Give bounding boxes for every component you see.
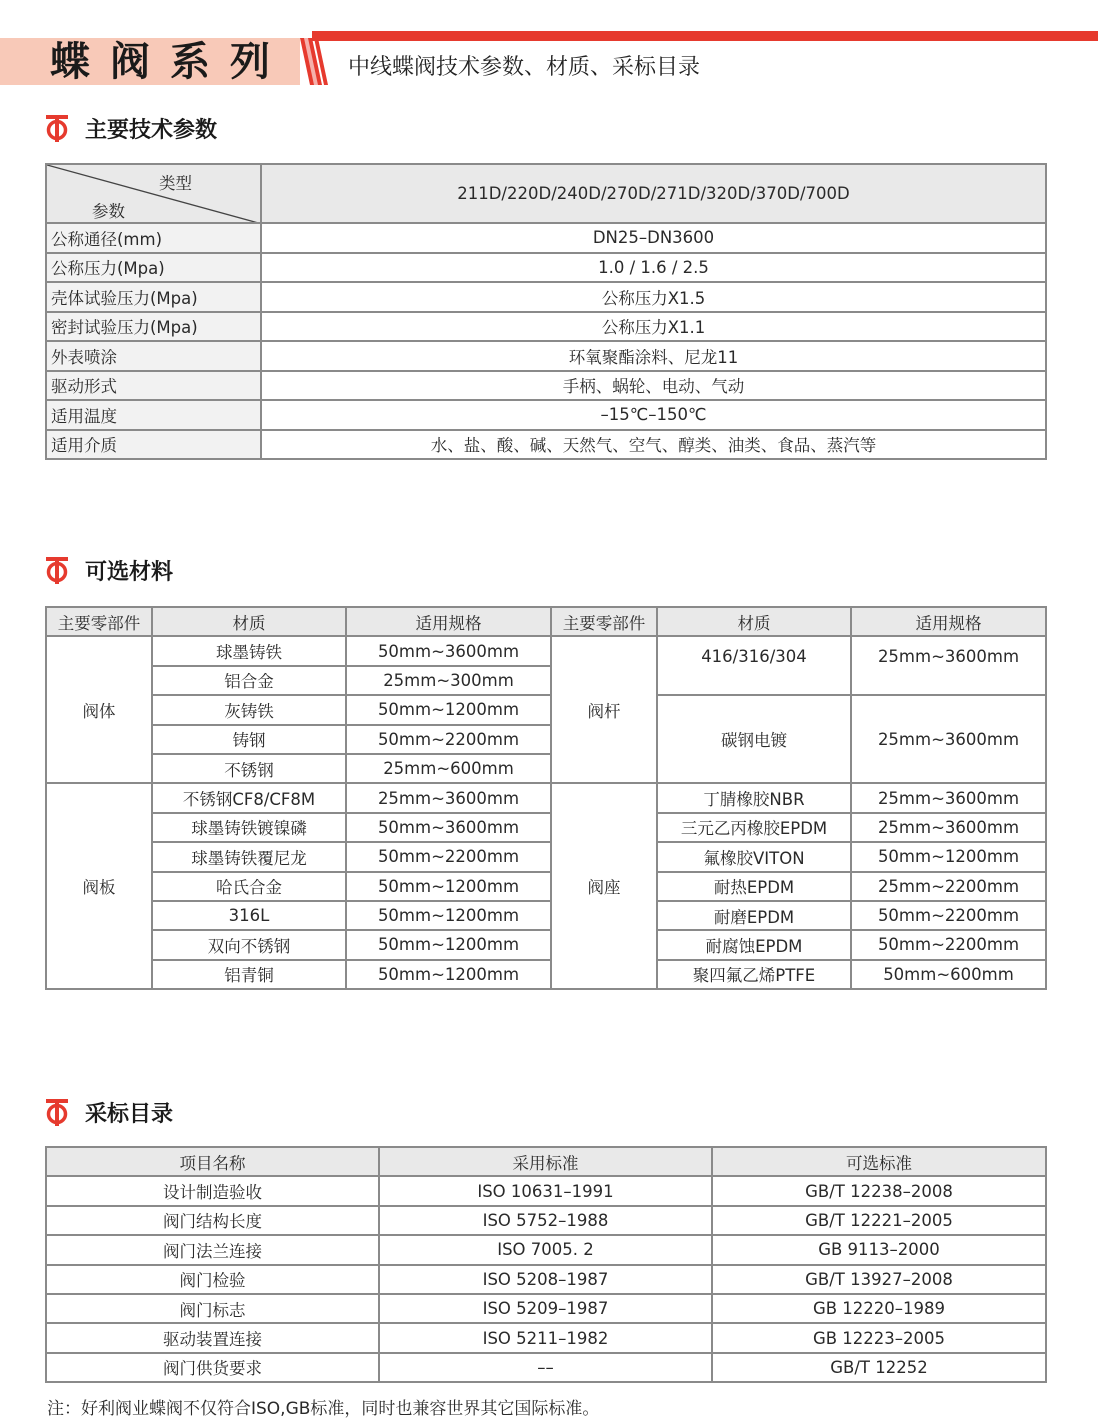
material-spec: 50mm~2200mm bbox=[851, 930, 1046, 959]
material-name: 铝合金 bbox=[152, 666, 346, 695]
table-row bbox=[46, 1323, 1046, 1352]
item-name: 驱动装置连接 bbox=[46, 1323, 379, 1352]
tech-params-table bbox=[45, 163, 1047, 460]
material-spec: 25mm~3600mm bbox=[851, 783, 1046, 812]
material-spec: 25mm~3600mm bbox=[851, 813, 1046, 842]
part-name: 阀座 bbox=[551, 783, 657, 989]
valve-symbol-icon bbox=[45, 556, 69, 584]
page-subtitle: 中线蝶阀技术参数、材质、采标目录 bbox=[348, 55, 701, 80]
adopted-standard: –– bbox=[379, 1353, 712, 1382]
column-header: 采用标准 bbox=[379, 1147, 712, 1176]
materials-table bbox=[45, 606, 1047, 990]
table-row bbox=[46, 400, 1046, 430]
material-spec: 50mm~1200mm bbox=[346, 872, 551, 901]
material-spec: 50mm~1200mm bbox=[346, 930, 551, 959]
table-header-row bbox=[46, 607, 1046, 636]
param-name: 驱动形式 bbox=[46, 371, 261, 401]
table-row bbox=[46, 430, 1046, 460]
material-name: 416/316/304 bbox=[657, 636, 851, 695]
section-heading-tech-params bbox=[45, 113, 217, 143]
section-title: 可选材料 bbox=[85, 559, 174, 585]
param-value: 水、盐、酸、碱、天然气、空气、醇类、油类、食品、蒸汽等 bbox=[261, 430, 1046, 460]
table-row bbox=[46, 813, 1046, 842]
param-name: 密封试验压力(Mpa) bbox=[46, 312, 261, 342]
material-name: 耐热EPDM bbox=[657, 872, 851, 901]
section-heading-materials bbox=[45, 555, 173, 585]
item-name: 阀门检验 bbox=[46, 1265, 379, 1294]
material-name: 耐磨EPDM bbox=[657, 901, 851, 930]
param-value: 公称压力X1.5 bbox=[261, 282, 1046, 312]
param-name: 适用温度 bbox=[46, 400, 261, 430]
item-name: 阀门供货要求 bbox=[46, 1353, 379, 1382]
material-spec: 25mm~600mm bbox=[346, 754, 551, 783]
material-spec: 25mm~3600mm bbox=[851, 636, 1046, 695]
material-name: 耐腐蚀EPDM bbox=[657, 930, 851, 959]
adopted-standard: ISO 5208–1987 bbox=[379, 1265, 712, 1294]
table-row bbox=[46, 282, 1046, 312]
optional-standard: GB 9113–2000 bbox=[712, 1235, 1046, 1264]
material-name: 316L bbox=[152, 901, 346, 930]
table-row bbox=[46, 253, 1046, 283]
table-row bbox=[46, 1353, 1046, 1382]
item-name: 阀门标志 bbox=[46, 1294, 379, 1323]
valve-symbol-icon bbox=[45, 1098, 69, 1126]
standards-table bbox=[45, 1146, 1047, 1383]
material-spec: 25mm~300mm bbox=[346, 666, 551, 695]
optional-standard: GB/T 12252 bbox=[712, 1353, 1046, 1382]
param-value: 1.0 / 1.6 / 2.5 bbox=[261, 253, 1046, 283]
item-name: 阀门结构长度 bbox=[46, 1206, 379, 1235]
material-name: 球墨铸铁 bbox=[152, 636, 346, 665]
item-name: 阀门法兰连接 bbox=[46, 1235, 379, 1264]
material-name: 灰铸铁 bbox=[152, 695, 346, 724]
material-name: 哈氏合金 bbox=[152, 872, 346, 901]
item-name: 设计制造验收 bbox=[46, 1176, 379, 1205]
material-name: 氟橡胶VITON bbox=[657, 842, 851, 871]
material-name: 丁腈橡胶NBR bbox=[657, 783, 851, 812]
section-heading-standards bbox=[45, 1097, 173, 1127]
section-title: 主要技术参数 bbox=[85, 117, 218, 143]
param-name: 公称通径(mm) bbox=[46, 223, 261, 253]
optional-standard: GB/T 12221–2005 bbox=[712, 1206, 1046, 1235]
table-row bbox=[46, 371, 1046, 401]
material-name: 双向不锈钢 bbox=[152, 930, 346, 959]
material-spec: 50mm~3600mm bbox=[346, 636, 551, 665]
param-name: 适用介质 bbox=[46, 430, 261, 460]
table-row bbox=[46, 872, 1046, 901]
material-spec: 25mm~3600mm bbox=[851, 695, 1046, 783]
material-name: 不锈钢CF8/CF8M bbox=[152, 783, 346, 812]
table-row bbox=[46, 695, 1046, 724]
table-row bbox=[46, 636, 1046, 665]
footnote: 注：好利阀业蝶阀不仅符合ISO,GB标准，同时也兼容世界其它国际标准。 bbox=[47, 1399, 600, 1419]
material-name: 铝青铜 bbox=[152, 960, 346, 989]
column-header: 材质 bbox=[657, 607, 851, 636]
table-row bbox=[46, 1294, 1046, 1323]
param-value: –15℃–150℃ bbox=[261, 400, 1046, 430]
adopted-standard: ISO 5209–1987 bbox=[379, 1294, 712, 1323]
material-spec: 50mm~1200mm bbox=[851, 842, 1046, 871]
param-value: DN25–DN3600 bbox=[261, 223, 1046, 253]
section-title: 采标目录 bbox=[85, 1101, 174, 1127]
param-value: 环氧聚酯涂料、尼龙11 bbox=[261, 341, 1046, 371]
param-value: 公称压力X1.1 bbox=[261, 312, 1046, 342]
table-row bbox=[46, 312, 1046, 342]
column-header: 主要零部件 bbox=[46, 607, 152, 636]
column-header: 适用规格 bbox=[851, 607, 1046, 636]
valve-symbol-icon bbox=[45, 114, 69, 142]
material-spec: 25mm~3600mm bbox=[346, 783, 551, 812]
header-accent-bar bbox=[312, 31, 1098, 41]
table-header-row bbox=[46, 1147, 1046, 1176]
material-name: 聚四氟乙烯PTFE bbox=[657, 960, 851, 989]
table-row bbox=[46, 783, 1046, 812]
param-label: 参数 bbox=[92, 202, 125, 221]
material-spec: 50mm~1200mm bbox=[346, 901, 551, 930]
table-row bbox=[46, 1206, 1046, 1235]
material-spec: 50mm~1200mm bbox=[346, 695, 551, 724]
table-row bbox=[46, 223, 1046, 253]
adopted-standard: ISO 5752–1988 bbox=[379, 1206, 712, 1235]
param-name: 公称压力(Mpa) bbox=[46, 253, 261, 283]
material-name: 铸钢 bbox=[152, 725, 346, 754]
material-name: 球墨铸铁覆尼龙 bbox=[152, 842, 346, 871]
part-name: 阀体 bbox=[46, 636, 152, 783]
column-header: 适用规格 bbox=[346, 607, 551, 636]
diagonal-header-cell bbox=[46, 164, 261, 223]
param-value: 手柄、蜗轮、电动、气动 bbox=[261, 371, 1046, 401]
adopted-standard: ISO 10631–1991 bbox=[379, 1176, 712, 1205]
part-name: 阀杆 bbox=[551, 636, 657, 783]
column-header: 材质 bbox=[152, 607, 346, 636]
adopted-standard: ISO 5211–1982 bbox=[379, 1323, 712, 1352]
material-name: 碳钢电镀 bbox=[657, 695, 851, 783]
part-name: 阀板 bbox=[46, 783, 152, 989]
table-row bbox=[46, 960, 1046, 989]
param-name: 壳体试验压力(Mpa) bbox=[46, 282, 261, 312]
table-row bbox=[46, 1176, 1046, 1205]
table-row bbox=[46, 341, 1046, 371]
optional-standard: GB 12220–1989 bbox=[712, 1294, 1046, 1323]
material-spec: 25mm~2200mm bbox=[851, 872, 1046, 901]
column-header: 项目名称 bbox=[46, 1147, 379, 1176]
material-name: 球墨铸铁镀镍磷 bbox=[152, 813, 346, 842]
table-row bbox=[46, 930, 1046, 959]
adopted-standard: ISO 7005. 2 bbox=[379, 1235, 712, 1264]
material-name: 不锈钢 bbox=[152, 754, 346, 783]
material-spec: 50mm~1200mm bbox=[346, 960, 551, 989]
material-spec: 50mm~3600mm bbox=[346, 813, 551, 842]
optional-standard: GB/T 12238–2008 bbox=[712, 1176, 1046, 1205]
table-row bbox=[46, 901, 1046, 930]
material-spec: 50mm~2200mm bbox=[851, 901, 1046, 930]
series-title: 蝶阀系列 bbox=[50, 38, 290, 85]
material-spec: 50mm~2200mm bbox=[346, 842, 551, 871]
column-header: 可选标准 bbox=[712, 1147, 1046, 1176]
column-header: 主要零部件 bbox=[551, 607, 657, 636]
table-row bbox=[46, 842, 1046, 871]
optional-standard: GB/T 13927–2008 bbox=[712, 1265, 1046, 1294]
optional-standard: GB 12223–2005 bbox=[712, 1323, 1046, 1352]
table-row bbox=[46, 1265, 1046, 1294]
material-spec: 50mm~2200mm bbox=[346, 725, 551, 754]
param-name: 外表喷涂 bbox=[46, 341, 261, 371]
material-name: 三元乙丙橡胶EPDM bbox=[657, 813, 851, 842]
material-spec: 50mm~600mm bbox=[851, 960, 1046, 989]
table-row bbox=[46, 1235, 1046, 1264]
models-header: 211D/220D/240D/270D/271D/320D/370D/700D bbox=[261, 164, 1046, 223]
type-label: 类型 bbox=[159, 174, 192, 193]
